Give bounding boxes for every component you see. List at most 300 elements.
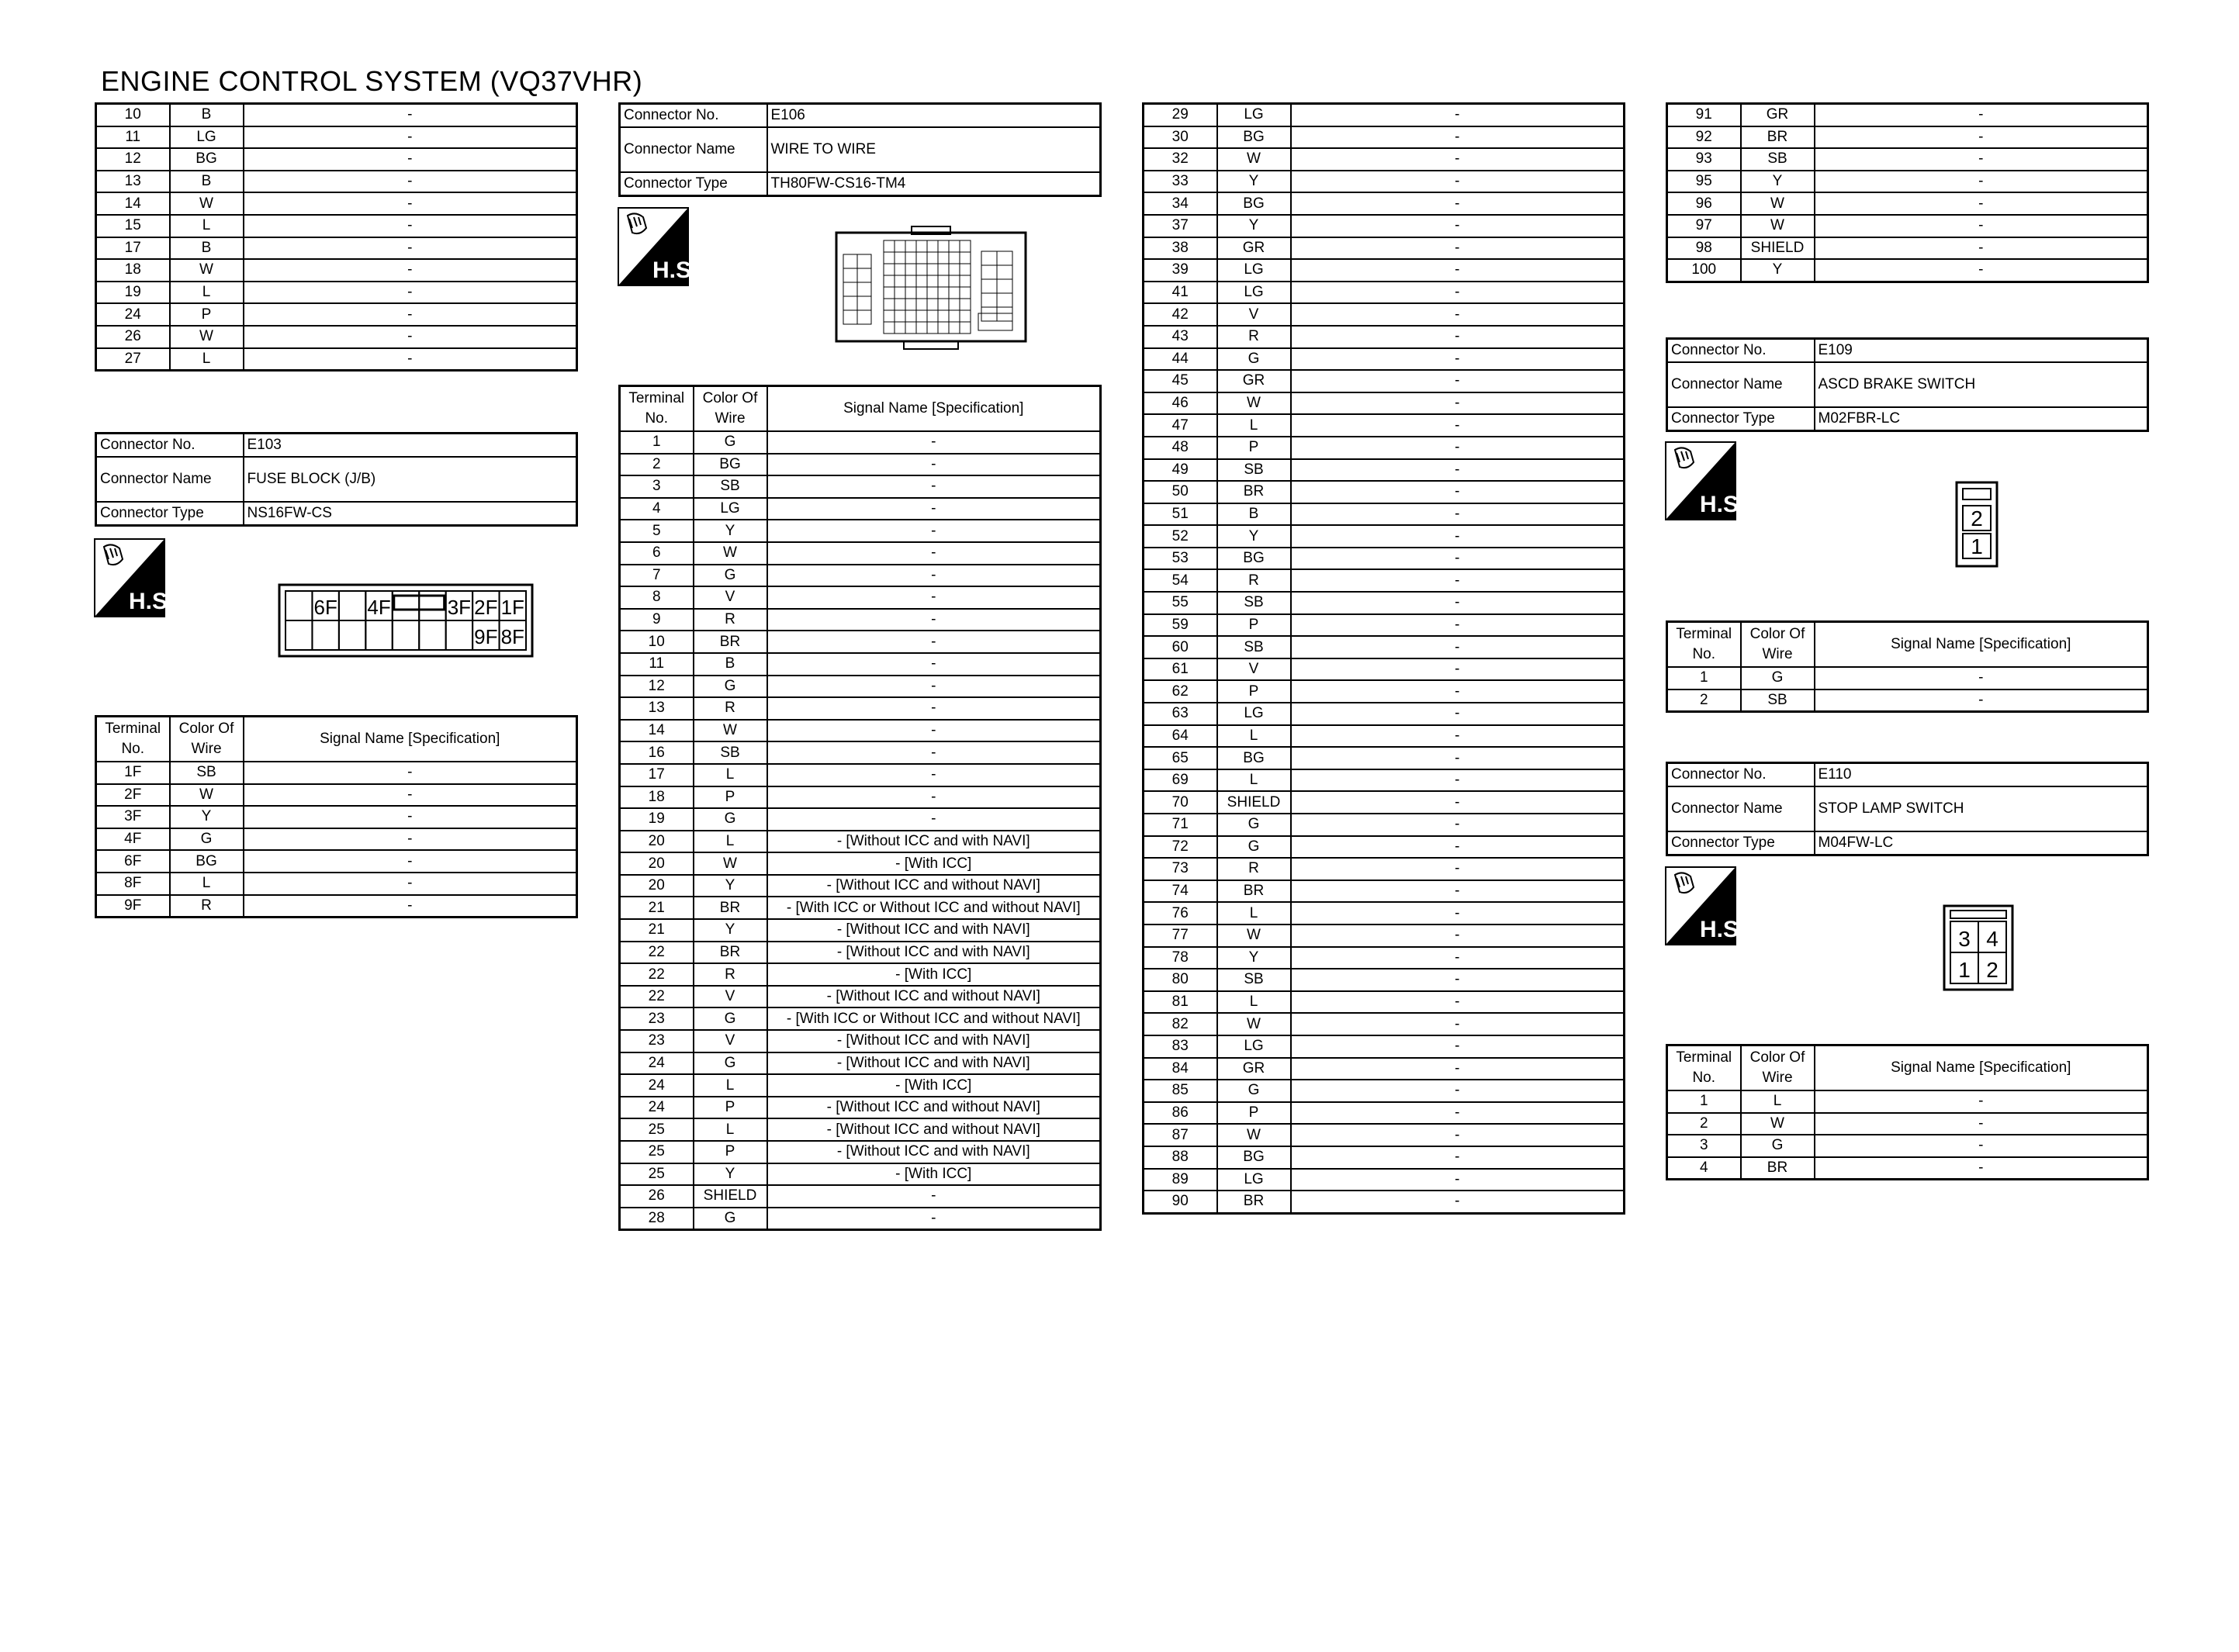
table-row [1144,1058,1625,1080]
signal-name: - [1291,725,1625,748]
signal-name: - [767,431,1101,454]
pin-cell [884,287,895,299]
pin-label: 2 [1986,958,1998,982]
wire-color: SB [694,475,767,498]
connector-no-value: E109 [1815,339,2148,363]
terminal-no: 11 [620,653,694,676]
terminal-no: 2F [96,784,170,807]
header-line: Terminal [105,721,161,737]
pin-label: 4F [367,596,391,619]
connector-info-table [1666,337,2149,432]
terminal-no: 60 [1144,636,1217,658]
harness-side-icon [1666,442,1746,520]
wire-color: LG [1217,104,1291,126]
signal-name: - [1291,747,1625,769]
signal-name: - [767,565,1101,587]
table-row [1667,1113,2148,1135]
wire-color: W [1217,924,1291,947]
signal-name: - [767,520,1101,542]
table-row [1144,459,1625,482]
terminal-no: 50 [1144,481,1217,503]
signal-name: - [1291,1035,1625,1058]
svg-text:H.S.: H.S. [1700,917,1746,942]
wire-color: W [694,542,767,565]
pin-label: 1 [1958,958,1971,982]
table-row [96,148,577,171]
signal-name: - [1291,259,1625,282]
pin-cell [905,310,916,322]
header-line: Terminal [1676,1049,1732,1066]
pin-cell [895,275,905,287]
terminal-no: 72 [1144,836,1217,859]
signal-name: - [1815,1090,2148,1113]
signal-name: - [Without ICC and with NAVI] [767,919,1101,942]
table-row [620,919,1101,942]
pin-cell [927,310,938,322]
signal-name: - [1291,1124,1625,1146]
wire-color: LG [170,126,244,149]
pin-cell [843,296,857,310]
pin-label: 2F [474,596,498,619]
signal-name: - [1291,370,1625,392]
wire-color: LG [1217,703,1291,725]
signal-name: - [With ICC or Without ICC and without NAVI] [767,897,1101,919]
signal-name-header: Signal Name [Specification] [1815,622,2148,668]
wire-color: L [1217,414,1291,437]
wire-color: BG [1217,1146,1291,1169]
wire-color: GR [1217,370,1291,392]
terminal-no: 23 [620,1007,694,1030]
table-row [1144,880,1625,903]
terminal-no: 84 [1144,1058,1217,1080]
pin-cell [927,252,938,264]
harness-side-icon [95,539,175,617]
terminal-no: 1F [96,762,170,784]
signal-name: - [1291,614,1625,637]
terminal-no: 87 [1144,1124,1217,1146]
signal-name: - [1815,126,2148,149]
terminal-no: 54 [1144,569,1217,592]
signal-name: - [1291,703,1625,725]
wire-color: P [1217,437,1291,459]
svg-text:H.S.: H.S. [129,589,175,614]
pin-cell [884,322,895,334]
signal-name: - [1291,348,1625,371]
wire-color: G [694,1208,767,1230]
signal-name: - [1291,215,1625,237]
connector-info-e103 [95,432,578,527]
table-row [1667,171,2148,193]
table-row [1144,902,1625,924]
terminal-no: 3 [1667,1135,1741,1157]
terminal-no: 25 [620,1163,694,1186]
signal-name: - [Without ICC and without NAVI] [767,875,1101,897]
terminal-no: 78 [1144,947,1217,969]
signal-name: - [1291,126,1625,149]
signal-name: - [1291,880,1625,903]
terminal-no: 80 [1144,969,1217,991]
pin-cell [895,264,905,275]
table-row [1667,667,2148,689]
signal-name: - [244,148,577,171]
table-row [1667,1135,2148,1157]
signal-name: - [1291,991,1625,1014]
wire-color: L [170,873,244,895]
connector-type-value: M02FBR-LC [1815,407,2148,431]
signal-name: - [767,609,1101,631]
connector-type-label: Connector Type [620,172,767,196]
pin-cell [905,322,916,334]
table-row [96,215,577,237]
signal-name: - [1815,259,2148,282]
signal-name: - [244,171,577,193]
table-row [1144,703,1625,725]
terminal-no: 20 [620,852,694,875]
signal-name: - [1291,592,1625,614]
pin-cell [997,265,1012,279]
terminal-no: 37 [1144,215,1217,237]
terminal-grid [1666,102,2149,283]
terminal-no: 8F [96,873,170,895]
table-row [1667,104,2148,126]
pin-cell [981,251,997,265]
signal-name: - [1291,1058,1625,1080]
signal-name: - [1291,148,1625,171]
signal-name: - [1291,459,1625,482]
terminal-no: 24 [96,303,170,326]
wire-color: R [694,963,767,986]
terminal-table-continued [95,102,578,372]
wire-color: Y [694,520,767,542]
pin-cell [997,293,1012,307]
table-row [620,565,1101,587]
table-row [1144,747,1625,769]
table-row [620,586,1101,609]
signal-name: - [767,786,1101,809]
pin-cell [927,299,938,310]
info-row [1667,763,2148,787]
pin-cell [960,310,971,322]
signal-name: - [767,454,1101,476]
color-of-wire-header [694,386,767,432]
terminal-no: 38 [1144,237,1217,260]
terminal-no: 24 [620,1097,694,1119]
table-row [1144,1102,1625,1125]
info-row [1667,407,2148,431]
terminal-no: 9 [620,609,694,631]
table-row [620,741,1101,764]
signal-name: - [767,720,1101,742]
signal-name: - [1291,636,1625,658]
pin-cell [916,310,927,322]
table-row [1144,1013,1625,1035]
signal-name: - [With ICC] [767,1074,1101,1097]
terminal-no: 91 [1667,104,1741,126]
table-row [620,697,1101,720]
signal-name: - [1815,237,2148,260]
header-line: Color Of [178,721,234,737]
table-row [96,348,577,371]
wire-color: P [694,1097,767,1119]
signal-name: - [767,741,1101,764]
table-row [620,1007,1101,1030]
table-row [1144,525,1625,548]
table-row [96,259,577,282]
connector-name-value: WIRE TO WIRE [767,127,1101,172]
header-line: Color Of [1749,1049,1805,1066]
terminal-no: 20 [620,831,694,853]
terminal-no: 23 [620,1030,694,1052]
wire-color: R [1217,326,1291,348]
wire-color: P [694,786,767,809]
terminal-no: 98 [1667,237,1741,260]
terminal-no: 1 [620,431,694,454]
wire-color: W [1217,392,1291,415]
pin-cell [938,240,949,252]
terminal-no: 3F [96,806,170,828]
wire-color: G [170,828,244,851]
signal-name: - [Without ICC and with NAVI] [767,1030,1101,1052]
wire-color: R [1217,569,1291,592]
table-row [96,171,577,193]
signal-name: - [1291,969,1625,991]
connector-info-e110 [1666,762,2149,856]
terminal-no: 18 [96,259,170,282]
wire-color: GR [1217,1058,1291,1080]
terminal-no: 46 [1144,392,1217,415]
pin-cell [960,322,971,334]
signal-name: - [1291,1013,1625,1035]
table-row [620,609,1101,631]
pin-cell [938,310,949,322]
header-line: Color Of [702,390,758,406]
signal-name: - [1291,326,1625,348]
pin-cell [895,240,905,252]
info-row [1667,786,2148,831]
wire-color: W [694,852,767,875]
color-of-wire-header [170,717,244,762]
terminal-no: 15 [96,215,170,237]
table-row [1144,259,1625,282]
signal-name: - [1291,303,1625,326]
wire-color: W [1741,192,1815,215]
pin-cell [949,299,960,310]
signal-name: - [1815,215,2148,237]
signal-name: - [244,348,577,371]
pin-label: 3F [447,596,472,619]
table-row [1144,725,1625,748]
terminal-no: 25 [620,1118,694,1141]
terminal-no: 69 [1144,769,1217,792]
info-row [1667,831,2148,855]
signal-name: - [244,192,577,215]
e109-connector-face [1955,481,1998,572]
signal-name: - [1291,1080,1625,1102]
pin-cell [916,264,927,275]
header-line: Terminal [628,390,685,406]
pin-cell [927,322,938,334]
table-row [1144,947,1625,969]
wire-color: BR [1217,880,1291,903]
pin-cell [905,252,916,264]
pin-cell [981,265,997,279]
signal-name: - [767,1208,1101,1230]
pin-cell [446,620,472,650]
svg-text:H.S.: H.S. [1700,492,1746,517]
terminal-no: 13 [620,697,694,720]
table-row [1144,1169,1625,1191]
signal-name: - [1291,1102,1625,1125]
header-line: No. [1692,1070,1716,1086]
terminal-no: 95 [1667,171,1741,193]
wire-color: V [694,586,767,609]
wire-color: B [170,237,244,260]
table-row [1144,614,1625,637]
pin-cell [312,620,338,650]
table-row [620,1074,1101,1097]
connector-name-label: Connector Name [1667,362,1815,407]
pin-cell [949,322,960,334]
terminal-no: 97 [1667,215,1741,237]
terminal-no: 96 [1667,192,1741,215]
terminal-no: 88 [1144,1146,1217,1169]
terminal-grid [1666,620,2149,713]
pin-label: 2 [1971,506,1983,531]
signal-name: - [1291,569,1625,592]
signal-name: - [767,653,1101,676]
terminal-no: 26 [620,1185,694,1208]
table-row [1144,836,1625,859]
signal-name: - [1815,1135,2148,1157]
wire-color: W [1741,215,1815,237]
signal-name: - [1815,104,2148,126]
table-row [620,520,1101,542]
signal-name: - [1291,836,1625,859]
terminal-no: 19 [620,808,694,831]
terminal-no: 64 [1144,725,1217,748]
terminal-no: 27 [96,348,170,371]
connector-name-label: Connector Name [96,457,244,502]
table-row [1144,237,1625,260]
wire-color: B [694,653,767,676]
signal-name: - [244,126,577,149]
table-row [1667,215,2148,237]
signal-name: - [1815,689,2148,712]
table-row [1144,680,1625,703]
wire-color: P [694,1141,767,1163]
table-row [96,828,577,851]
wire-color: P [170,303,244,326]
wire-color: L [694,831,767,853]
pin-cell [916,275,927,287]
table-row [1144,969,1625,991]
connector-info-table [618,102,1102,197]
signal-name: - [767,697,1101,720]
wire-color: SHIELD [1217,791,1291,814]
table-row [1144,769,1625,792]
wire-color: W [170,326,244,348]
table-row [96,873,577,895]
connector-type-label: Connector Type [96,502,244,526]
wire-color: LG [1217,259,1291,282]
header-line: No. [1692,646,1716,662]
wire-color: Y [694,919,767,942]
terminal-no: 52 [1144,525,1217,548]
wire-color: Y [1217,525,1291,548]
pin-cell [843,254,857,268]
pin-label: 8F [500,625,524,648]
connector-type-label: Connector Type [1667,407,1815,431]
terminal-grid [1666,1044,2149,1180]
terminal-no: 2 [1667,1113,1741,1135]
info-row [620,104,1101,128]
pin-cell [938,322,949,334]
signal-name: - [1815,1113,2148,1135]
wire-color: Y [1741,259,1815,282]
wire-color: LG [1217,1035,1291,1058]
terminal-no: 51 [1144,503,1217,526]
signal-name: - [767,808,1101,831]
pin-cell [916,322,927,334]
pin-label: 1F [500,596,524,619]
signal-name: - [767,586,1101,609]
pin-cell [905,299,916,310]
terminal-no: 2 [1667,689,1741,712]
terminal-no: 47 [1144,414,1217,437]
table-row [620,676,1101,698]
signal-name: - [244,259,577,282]
table-row [1667,148,2148,171]
wire-color: LG [1217,1169,1291,1191]
wire-color: LG [694,498,767,520]
table-row [1144,1124,1625,1146]
pin-cell [949,264,960,275]
signal-name: - [1291,658,1625,681]
signal-name: - [1291,1146,1625,1169]
table-row [620,786,1101,809]
table-row [1667,689,2148,712]
pin-cell [905,240,916,252]
table-row [1667,259,2148,282]
connector-no-label: Connector No. [96,434,244,458]
signal-name: - [Without ICC and with NAVI] [767,1141,1101,1163]
svg-text:H.S.: H.S. [652,257,698,283]
connector-no-value: E110 [1815,763,2148,787]
wire-color: L [1741,1090,1815,1113]
terminal-no: 93 [1667,148,1741,171]
pin-cell [905,275,916,287]
wire-color: G [1741,1135,1815,1157]
terminal-no: 42 [1144,303,1217,326]
table-row [1667,192,2148,215]
terminal-grid [618,385,1102,1231]
signal-name: - [1291,680,1625,703]
terminal-no: 55 [1144,592,1217,614]
table-row [1144,414,1625,437]
wire-color: L [1217,769,1291,792]
table-row [620,720,1101,742]
terminal-grid [95,715,578,918]
signal-name: - [767,676,1101,698]
pin-cell [949,240,960,252]
table-row [1144,192,1625,215]
pin-cell [895,252,905,264]
signal-name: - [1291,548,1625,570]
wire-color: GR [1741,104,1815,126]
table-row [620,1163,1101,1186]
terminal-no: 4 [620,498,694,520]
pin-cell [960,264,971,275]
